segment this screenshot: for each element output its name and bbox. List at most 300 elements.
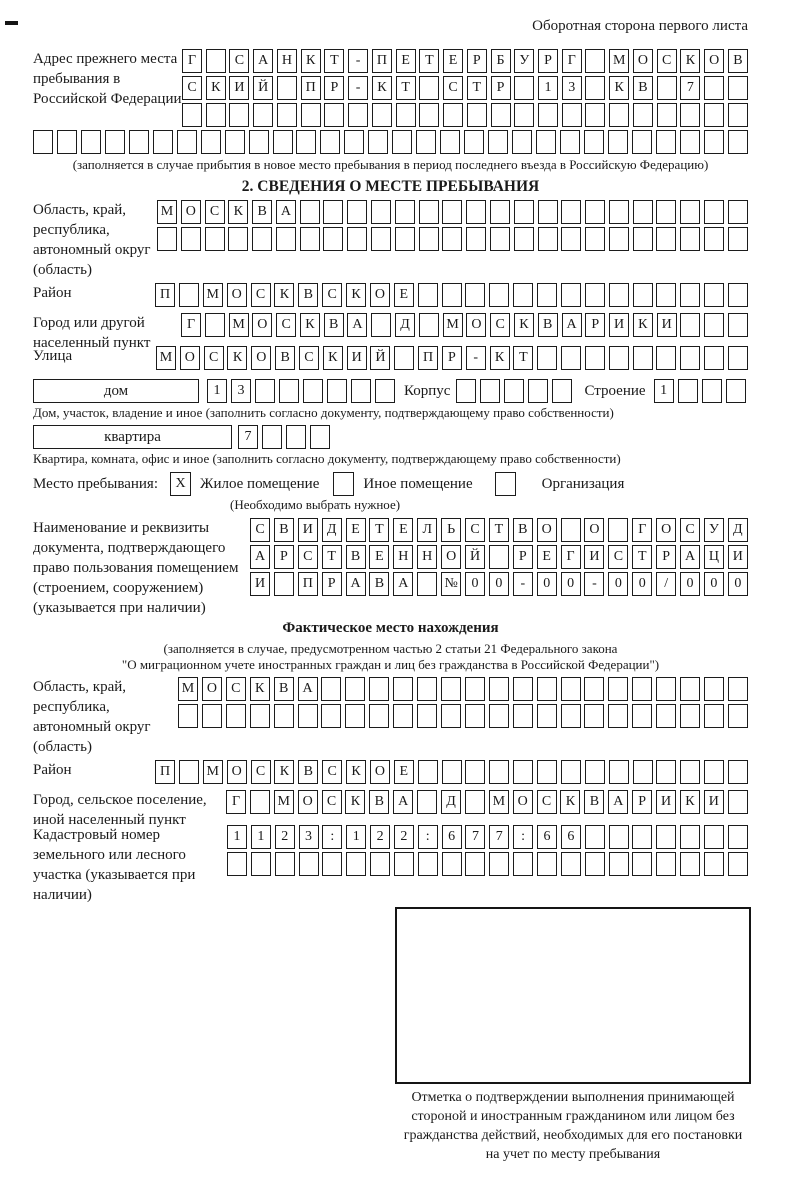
char-cell[interactable] bbox=[442, 227, 462, 251]
char-cell[interactable] bbox=[182, 103, 202, 127]
char-cell[interactable] bbox=[489, 704, 509, 728]
char-cell[interactable]: М bbox=[274, 790, 294, 814]
char-cell[interactable] bbox=[704, 130, 724, 154]
char-cell[interactable] bbox=[206, 103, 226, 127]
char-cell[interactable] bbox=[704, 852, 724, 876]
char-cell[interactable] bbox=[417, 677, 437, 701]
char-cell[interactable]: Н bbox=[417, 545, 437, 569]
char-cell[interactable]: С bbox=[608, 545, 628, 569]
char-cell[interactable]: С bbox=[226, 677, 246, 701]
char-cell[interactable]: А bbox=[393, 572, 413, 596]
char-cell[interactable]: О bbox=[298, 790, 318, 814]
char-cell[interactable] bbox=[252, 227, 272, 251]
char-cell[interactable]: К bbox=[560, 790, 580, 814]
char-cell[interactable] bbox=[274, 704, 294, 728]
char-cell[interactable] bbox=[419, 103, 439, 127]
char-cell[interactable] bbox=[728, 852, 748, 876]
char-cell[interactable]: - bbox=[348, 49, 368, 73]
char-cell[interactable]: С bbox=[251, 283, 271, 307]
char-cell[interactable] bbox=[514, 103, 534, 127]
char-cell[interactable]: М bbox=[203, 283, 223, 307]
char-cell[interactable] bbox=[419, 313, 439, 337]
char-cell[interactable]: П bbox=[301, 76, 321, 100]
char-cell[interactable] bbox=[528, 379, 548, 403]
char-cell[interactable]: И bbox=[609, 313, 629, 337]
char-cell[interactable]: Р bbox=[538, 49, 558, 73]
char-cell[interactable]: М bbox=[178, 677, 198, 701]
char-cell[interactable] bbox=[395, 227, 415, 251]
char-cell[interactable] bbox=[351, 379, 371, 403]
char-cell[interactable]: 7 bbox=[465, 825, 485, 849]
char-cell[interactable] bbox=[680, 825, 700, 849]
char-cell[interactable]: В bbox=[275, 346, 295, 370]
char-cell[interactable]: О bbox=[704, 49, 724, 73]
char-cell[interactable] bbox=[728, 283, 748, 307]
char-cell[interactable] bbox=[609, 852, 629, 876]
char-cell[interactable] bbox=[465, 852, 485, 876]
char-cell[interactable]: И bbox=[704, 790, 724, 814]
char-cell[interactable] bbox=[585, 103, 605, 127]
char-cell[interactable] bbox=[633, 283, 653, 307]
char-cell[interactable] bbox=[275, 852, 295, 876]
char-cell[interactable]: О bbox=[370, 760, 390, 784]
char-cell[interactable]: В bbox=[298, 760, 318, 784]
char-cell[interactable]: Р bbox=[442, 346, 462, 370]
char-cell[interactable]: Р bbox=[656, 545, 676, 569]
char-cell[interactable] bbox=[419, 76, 439, 100]
char-cell[interactable] bbox=[728, 760, 748, 784]
char-cell[interactable]: 1 bbox=[207, 379, 227, 403]
char-cell[interactable] bbox=[514, 76, 534, 100]
char-cell[interactable] bbox=[657, 103, 677, 127]
char-cell[interactable]: - bbox=[466, 346, 486, 370]
char-cell[interactable] bbox=[418, 852, 438, 876]
char-cell[interactable] bbox=[680, 346, 700, 370]
char-cell[interactable] bbox=[417, 790, 437, 814]
char-cell[interactable] bbox=[277, 103, 297, 127]
char-cell[interactable] bbox=[537, 283, 557, 307]
char-cell[interactable] bbox=[537, 852, 557, 876]
char-cell[interactable] bbox=[227, 852, 247, 876]
char-cell[interactable]: С bbox=[299, 346, 319, 370]
char-cell[interactable] bbox=[608, 130, 628, 154]
char-cell[interactable] bbox=[704, 313, 724, 337]
char-cell[interactable] bbox=[728, 790, 748, 814]
char-cell[interactable]: С bbox=[443, 76, 463, 100]
char-cell[interactable]: Г bbox=[562, 49, 582, 73]
char-cell[interactable]: О bbox=[537, 518, 557, 542]
char-cell[interactable]: Д bbox=[322, 518, 342, 542]
char-cell[interactable]: В bbox=[274, 677, 294, 701]
char-cell[interactable]: Г bbox=[561, 545, 581, 569]
char-cell[interactable] bbox=[394, 346, 414, 370]
char-cell[interactable]: С bbox=[182, 76, 202, 100]
char-cell[interactable] bbox=[537, 677, 557, 701]
char-cell[interactable] bbox=[585, 346, 605, 370]
char-cell[interactable]: 0 bbox=[608, 572, 628, 596]
char-cell[interactable]: К bbox=[300, 313, 320, 337]
char-cell[interactable] bbox=[303, 379, 323, 403]
char-cell[interactable] bbox=[181, 227, 201, 251]
char-cell[interactable]: Р bbox=[513, 545, 533, 569]
char-cell[interactable] bbox=[178, 704, 198, 728]
char-cell[interactable] bbox=[153, 130, 173, 154]
char-cell[interactable] bbox=[442, 200, 462, 224]
char-cell[interactable] bbox=[393, 704, 413, 728]
char-cell[interactable] bbox=[324, 103, 344, 127]
char-cell[interactable]: - bbox=[348, 76, 368, 100]
char-cell[interactable]: С bbox=[657, 49, 677, 73]
char-cell[interactable] bbox=[537, 760, 557, 784]
char-cell[interactable] bbox=[229, 103, 249, 127]
char-cell[interactable]: К bbox=[680, 790, 700, 814]
char-cell[interactable] bbox=[536, 130, 556, 154]
char-cell[interactable]: И bbox=[229, 76, 249, 100]
char-cell[interactable] bbox=[561, 852, 581, 876]
char-cell[interactable]: П bbox=[155, 760, 175, 784]
char-cell[interactable] bbox=[249, 130, 269, 154]
char-cell[interactable] bbox=[323, 227, 343, 251]
char-cell[interactable] bbox=[262, 425, 282, 449]
char-cell[interactable] bbox=[465, 704, 485, 728]
char-cell[interactable] bbox=[633, 760, 653, 784]
char-cell[interactable] bbox=[369, 677, 389, 701]
char-cell[interactable] bbox=[585, 760, 605, 784]
char-cell[interactable]: : bbox=[418, 825, 438, 849]
char-cell[interactable]: Т bbox=[513, 346, 533, 370]
char-cell[interactable] bbox=[345, 704, 365, 728]
char-cell[interactable]: № bbox=[441, 572, 461, 596]
char-cell[interactable] bbox=[585, 283, 605, 307]
char-cell[interactable] bbox=[633, 346, 653, 370]
char-cell[interactable] bbox=[608, 518, 628, 542]
char-cell[interactable] bbox=[320, 130, 340, 154]
char-cell[interactable]: С bbox=[322, 790, 342, 814]
char-cell[interactable] bbox=[680, 760, 700, 784]
char-cell[interactable] bbox=[441, 677, 461, 701]
char-cell[interactable] bbox=[561, 760, 581, 784]
char-cell[interactable]: П bbox=[155, 283, 175, 307]
char-cell[interactable]: С bbox=[276, 313, 296, 337]
char-cell[interactable] bbox=[467, 103, 487, 127]
char-cell[interactable] bbox=[456, 379, 476, 403]
char-cell[interactable] bbox=[633, 200, 653, 224]
char-cell[interactable]: Т bbox=[324, 49, 344, 73]
char-cell[interactable] bbox=[656, 677, 676, 701]
char-cell[interactable] bbox=[561, 704, 581, 728]
char-cell[interactable]: И bbox=[347, 346, 367, 370]
char-cell[interactable] bbox=[704, 227, 724, 251]
char-cell[interactable] bbox=[513, 852, 533, 876]
char-cell[interactable] bbox=[680, 103, 700, 127]
char-cell[interactable]: Д bbox=[441, 790, 461, 814]
char-cell[interactable] bbox=[274, 572, 294, 596]
char-cell[interactable] bbox=[255, 379, 275, 403]
char-cell[interactable]: А bbox=[250, 545, 270, 569]
char-cell[interactable]: К bbox=[633, 313, 653, 337]
char-cell[interactable]: К bbox=[206, 76, 226, 100]
char-cell[interactable] bbox=[632, 825, 652, 849]
char-cell[interactable]: К bbox=[680, 49, 700, 73]
char-cell[interactable] bbox=[513, 704, 533, 728]
char-cell[interactable] bbox=[443, 103, 463, 127]
char-cell[interactable]: С bbox=[250, 518, 270, 542]
char-cell[interactable] bbox=[491, 103, 511, 127]
char-cell[interactable]: Т bbox=[489, 518, 509, 542]
char-cell[interactable] bbox=[704, 283, 724, 307]
char-cell[interactable] bbox=[585, 227, 605, 251]
char-cell[interactable]: 0 bbox=[561, 572, 581, 596]
char-cell[interactable] bbox=[369, 704, 389, 728]
char-cell[interactable] bbox=[728, 130, 748, 154]
char-cell[interactable]: К bbox=[490, 346, 510, 370]
char-cell[interactable]: О bbox=[181, 200, 201, 224]
char-cell[interactable] bbox=[537, 704, 557, 728]
char-cell[interactable]: 0 bbox=[704, 572, 724, 596]
char-cell[interactable] bbox=[680, 677, 700, 701]
char-cell[interactable] bbox=[417, 572, 437, 596]
char-cell[interactable]: А bbox=[680, 545, 700, 569]
char-cell[interactable] bbox=[728, 346, 748, 370]
char-cell[interactable] bbox=[513, 760, 533, 784]
char-cell[interactable]: В bbox=[633, 76, 653, 100]
char-cell[interactable] bbox=[728, 313, 748, 337]
char-cell[interactable]: М bbox=[489, 790, 509, 814]
char-cell[interactable]: Т bbox=[322, 545, 342, 569]
char-cell[interactable]: 7 bbox=[489, 825, 509, 849]
char-cell[interactable] bbox=[392, 130, 412, 154]
char-cell[interactable]: К bbox=[345, 790, 365, 814]
char-cell[interactable]: А bbox=[347, 313, 367, 337]
char-cell[interactable] bbox=[562, 103, 582, 127]
char-cell[interactable] bbox=[585, 76, 605, 100]
char-cell[interactable] bbox=[310, 425, 330, 449]
char-cell[interactable] bbox=[489, 852, 509, 876]
char-cell[interactable]: Е bbox=[369, 545, 389, 569]
char-cell[interactable] bbox=[656, 130, 676, 154]
checkbox-residential[interactable]: X bbox=[170, 472, 191, 496]
char-cell[interactable]: 3 bbox=[562, 76, 582, 100]
char-cell[interactable]: О bbox=[251, 346, 271, 370]
char-cell[interactable]: Т bbox=[632, 545, 652, 569]
char-cell[interactable] bbox=[396, 103, 416, 127]
char-cell[interactable] bbox=[560, 130, 580, 154]
char-cell[interactable]: К bbox=[301, 49, 321, 73]
char-cell[interactable]: К bbox=[372, 76, 392, 100]
char-cell[interactable]: Й bbox=[465, 545, 485, 569]
char-cell[interactable]: Е bbox=[537, 545, 557, 569]
char-cell[interactable] bbox=[704, 825, 724, 849]
char-cell[interactable] bbox=[348, 103, 368, 127]
char-cell[interactable] bbox=[179, 283, 199, 307]
char-cell[interactable] bbox=[728, 103, 748, 127]
char-cell[interactable]: В bbox=[298, 283, 318, 307]
char-cell[interactable] bbox=[704, 677, 724, 701]
char-cell[interactable] bbox=[490, 200, 510, 224]
char-cell[interactable] bbox=[561, 200, 581, 224]
char-cell[interactable] bbox=[609, 200, 629, 224]
char-cell[interactable]: Г bbox=[182, 49, 202, 73]
char-cell[interactable]: И bbox=[584, 545, 604, 569]
char-cell[interactable]: 6 bbox=[442, 825, 462, 849]
char-cell[interactable] bbox=[514, 227, 534, 251]
char-cell[interactable]: 2 bbox=[275, 825, 295, 849]
char-cell[interactable] bbox=[584, 130, 604, 154]
char-cell[interactable]: Т bbox=[419, 49, 439, 73]
char-cell[interactable]: М bbox=[157, 200, 177, 224]
char-cell[interactable] bbox=[561, 346, 581, 370]
char-cell[interactable] bbox=[513, 283, 533, 307]
char-cell[interactable]: В bbox=[728, 49, 748, 73]
char-cell[interactable]: Р bbox=[322, 572, 342, 596]
char-cell[interactable]: К bbox=[514, 313, 534, 337]
char-cell[interactable] bbox=[205, 313, 225, 337]
char-cell[interactable] bbox=[465, 283, 485, 307]
char-cell[interactable]: С bbox=[537, 790, 557, 814]
char-cell[interactable] bbox=[656, 346, 676, 370]
char-cell[interactable]: С bbox=[251, 760, 271, 784]
char-cell[interactable] bbox=[372, 103, 392, 127]
char-cell[interactable]: С bbox=[205, 200, 225, 224]
char-cell[interactable]: Е bbox=[396, 49, 416, 73]
char-cell[interactable] bbox=[419, 227, 439, 251]
char-cell[interactable] bbox=[656, 704, 676, 728]
char-cell[interactable]: И bbox=[656, 790, 676, 814]
char-cell[interactable] bbox=[201, 130, 221, 154]
char-cell[interactable] bbox=[504, 379, 524, 403]
char-cell[interactable]: А bbox=[298, 677, 318, 701]
char-cell[interactable]: О bbox=[180, 346, 200, 370]
char-cell[interactable] bbox=[680, 852, 700, 876]
char-cell[interactable]: М bbox=[229, 313, 249, 337]
char-cell[interactable]: 1 bbox=[346, 825, 366, 849]
char-cell[interactable] bbox=[57, 130, 77, 154]
char-cell[interactable]: 0 bbox=[489, 572, 509, 596]
char-cell[interactable] bbox=[416, 130, 436, 154]
char-cell[interactable] bbox=[657, 76, 677, 100]
char-cell[interactable] bbox=[345, 677, 365, 701]
char-cell[interactable] bbox=[704, 346, 724, 370]
char-cell[interactable] bbox=[466, 227, 486, 251]
char-cell[interactable]: С bbox=[465, 518, 485, 542]
char-cell[interactable]: Т bbox=[369, 518, 389, 542]
char-cell[interactable]: К bbox=[250, 677, 270, 701]
char-cell[interactable] bbox=[728, 677, 748, 701]
char-cell[interactable]: Р bbox=[274, 545, 294, 569]
char-cell[interactable]: В bbox=[584, 790, 604, 814]
char-cell[interactable]: : bbox=[322, 825, 342, 849]
char-cell[interactable]: В bbox=[369, 790, 389, 814]
char-cell[interactable] bbox=[323, 200, 343, 224]
char-cell[interactable] bbox=[632, 852, 652, 876]
char-cell[interactable]: М bbox=[156, 346, 176, 370]
char-cell[interactable] bbox=[273, 130, 293, 154]
char-cell[interactable] bbox=[296, 130, 316, 154]
char-cell[interactable]: В bbox=[274, 518, 294, 542]
char-cell[interactable] bbox=[608, 704, 628, 728]
char-cell[interactable]: А bbox=[562, 313, 582, 337]
char-cell[interactable]: О bbox=[202, 677, 222, 701]
char-cell[interactable] bbox=[322, 852, 342, 876]
char-cell[interactable] bbox=[465, 677, 485, 701]
char-cell[interactable] bbox=[346, 852, 366, 876]
char-cell[interactable]: О bbox=[584, 518, 604, 542]
char-cell[interactable] bbox=[609, 227, 629, 251]
char-cell[interactable] bbox=[680, 130, 700, 154]
char-cell[interactable]: В bbox=[369, 572, 389, 596]
char-cell[interactable]: О bbox=[227, 760, 247, 784]
char-cell[interactable] bbox=[656, 227, 676, 251]
char-cell[interactable] bbox=[704, 76, 724, 100]
char-cell[interactable]: К bbox=[346, 760, 366, 784]
char-cell[interactable] bbox=[489, 545, 509, 569]
char-cell[interactable] bbox=[632, 677, 652, 701]
char-cell[interactable] bbox=[561, 283, 581, 307]
char-cell[interactable]: Г bbox=[632, 518, 652, 542]
char-cell[interactable]: С bbox=[298, 545, 318, 569]
char-cell[interactable] bbox=[129, 130, 149, 154]
char-cell[interactable] bbox=[632, 130, 652, 154]
char-cell[interactable] bbox=[609, 346, 629, 370]
char-cell[interactable] bbox=[702, 379, 722, 403]
char-cell[interactable]: А bbox=[608, 790, 628, 814]
char-cell[interactable] bbox=[728, 825, 748, 849]
char-cell[interactable] bbox=[608, 677, 628, 701]
char-cell[interactable]: Ь bbox=[441, 518, 461, 542]
char-cell[interactable]: С bbox=[322, 283, 342, 307]
char-cell[interactable] bbox=[609, 760, 629, 784]
char-cell[interactable]: К bbox=[323, 346, 343, 370]
char-cell[interactable] bbox=[552, 379, 572, 403]
char-cell[interactable]: К bbox=[228, 200, 248, 224]
char-cell[interactable] bbox=[440, 130, 460, 154]
char-cell[interactable] bbox=[301, 103, 321, 127]
char-cell[interactable] bbox=[321, 677, 341, 701]
char-cell[interactable] bbox=[465, 790, 485, 814]
char-cell[interactable]: - bbox=[513, 572, 533, 596]
char-cell[interactable] bbox=[33, 130, 53, 154]
char-cell[interactable] bbox=[395, 200, 415, 224]
char-cell[interactable] bbox=[225, 130, 245, 154]
char-cell[interactable]: М bbox=[609, 49, 629, 73]
char-cell[interactable] bbox=[276, 227, 296, 251]
char-cell[interactable]: В bbox=[538, 313, 558, 337]
char-cell[interactable]: Е bbox=[346, 518, 366, 542]
char-cell[interactable] bbox=[584, 704, 604, 728]
char-cell[interactable]: Р bbox=[632, 790, 652, 814]
char-cell[interactable] bbox=[393, 677, 413, 701]
char-cell[interactable] bbox=[157, 227, 177, 251]
char-cell[interactable]: О bbox=[656, 518, 676, 542]
char-cell[interactable] bbox=[656, 825, 676, 849]
char-cell[interactable]: 7 bbox=[238, 425, 258, 449]
char-cell[interactable] bbox=[704, 760, 724, 784]
char-cell[interactable]: Ц bbox=[704, 545, 724, 569]
char-cell[interactable]: С bbox=[490, 313, 510, 337]
char-cell[interactable] bbox=[250, 790, 270, 814]
char-cell[interactable] bbox=[538, 200, 558, 224]
char-cell[interactable]: К bbox=[227, 346, 247, 370]
char-cell[interactable]: Н bbox=[277, 49, 297, 73]
char-cell[interactable]: С bbox=[322, 760, 342, 784]
char-cell[interactable] bbox=[561, 518, 581, 542]
char-cell[interactable]: 3 bbox=[231, 379, 251, 403]
char-cell[interactable] bbox=[417, 704, 437, 728]
char-cell[interactable] bbox=[277, 76, 297, 100]
char-cell[interactable] bbox=[371, 227, 391, 251]
char-cell[interactable]: Е bbox=[393, 518, 413, 542]
char-cell[interactable] bbox=[656, 852, 676, 876]
